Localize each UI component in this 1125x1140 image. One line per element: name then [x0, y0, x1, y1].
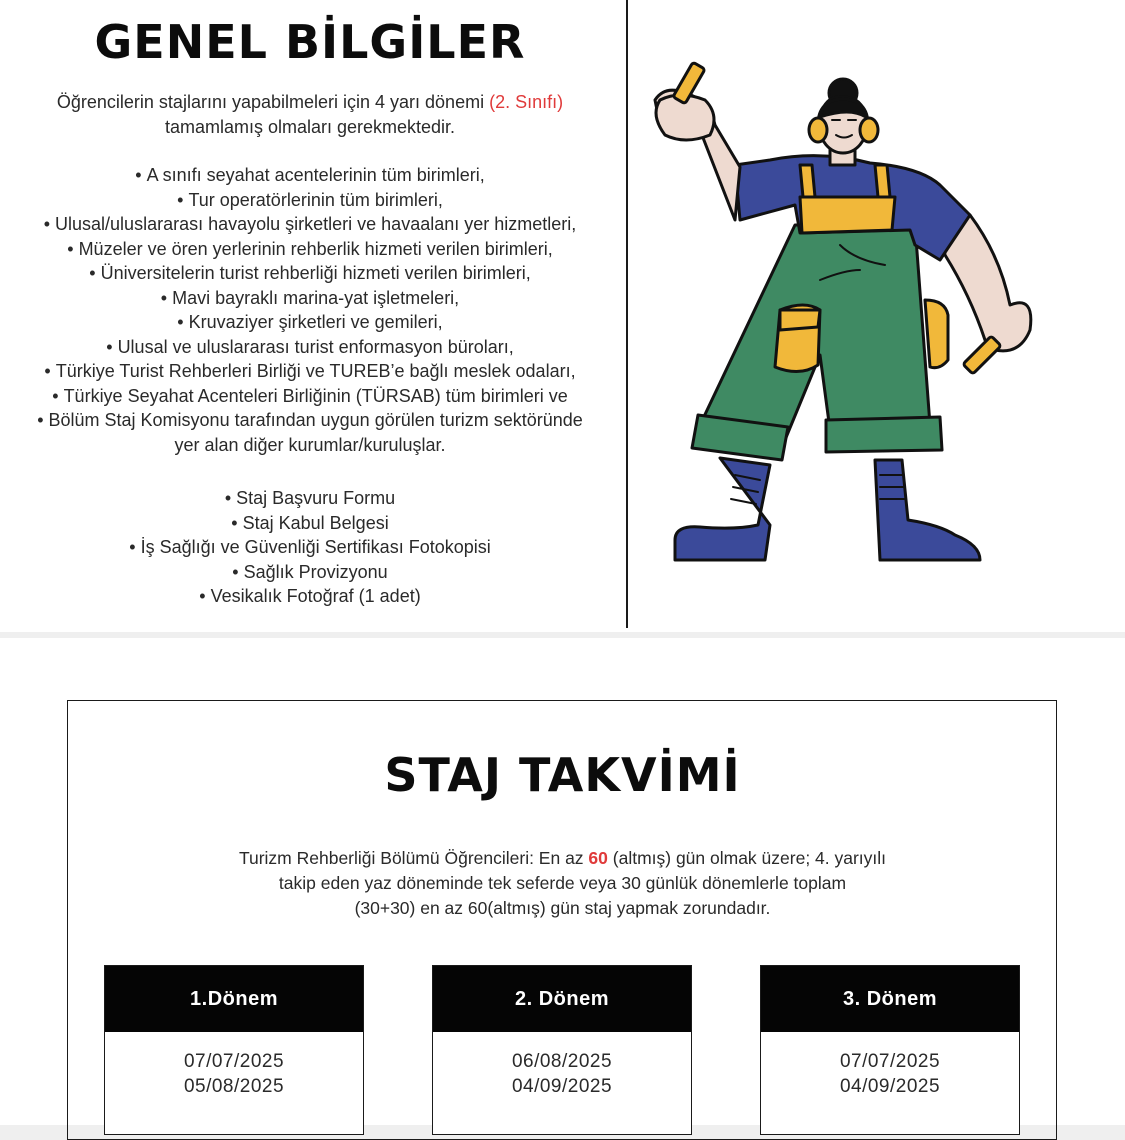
list-item: • Bölüm Staj Komisyonu tarafından uygun görülen turizm sektöründe [0, 408, 620, 433]
period-end: 04/09/2025 [839, 1075, 941, 1097]
chalk-right [963, 336, 1001, 374]
left-boot [675, 458, 770, 560]
general-info-intro [0, 90, 620, 139]
list-item: • Türkiye Seyahat Acenteleri Birliğinin (TÜRSAB) tüm birimleri ve [0, 384, 620, 409]
period-dates [105, 1032, 363, 1099]
desc-line2: takip eden yaz döneminde tek seferde veya 30 günlük dönemlerle toplam [278, 873, 847, 893]
period-start: 07/07/2025 [183, 1051, 285, 1072]
period-end: 05/08/2025 [183, 1075, 285, 1097]
general-info-title: GENEL BİLGİLER [94, 15, 526, 69]
list-item: • Türkiye Turist Rehberleri Birliği ve TUREB’e bağlı meslek odaları, [0, 359, 620, 384]
period-dates [761, 1032, 1019, 1099]
list-item: • Üniversitelerin turist rehberliği hizmeti verilen birimleri, [0, 261, 620, 286]
desc-text: Turizm Rehberliği Bölümü Öğrencileri: En az [238, 848, 589, 868]
right-cuff [826, 417, 942, 452]
intro-text-line2: tamamlamış olmaları gerekmektedir. [164, 116, 456, 137]
intro-text: Öğrencilerin stajlarını yapabilmeleri için 4 yarı dönemi [56, 92, 490, 112]
list-item: • Mavi bayraklı marina-yat işletmeleri, [0, 286, 620, 311]
list-item: • İş Sağlığı ve Güvenliği Sertifikası Fotokopisi [0, 535, 620, 560]
overall-bib [800, 197, 895, 233]
pocket-flap [780, 310, 820, 330]
desc-line3: (30+30) en az 60(altmış) gün staj yapmak zorundadır. [354, 898, 771, 918]
list-item: • Sağlık Provizyonu [0, 560, 620, 585]
calendar-title: STAJ TAKVİMİ [384, 748, 741, 802]
period-dates [433, 1032, 691, 1099]
list-item: • Kruvaziyer şirketleri ve gemileri, [0, 310, 620, 335]
list-item: • Staj Başvuru Formu [0, 486, 620, 511]
headphone-left [809, 118, 827, 142]
strap-right [875, 165, 890, 197]
list-item: • Vesikalık Fotoğraf (1 adet) [0, 584, 620, 609]
required-documents-list [0, 486, 620, 609]
intro-highlight: (2. Sınıfı) [489, 92, 564, 112]
calendar-description [160, 846, 965, 921]
period-start: 07/07/2025 [839, 1051, 941, 1072]
period-start: 06/08/2025 [511, 1051, 613, 1072]
period-label: 3. Dönem [761, 966, 1019, 1032]
strap-left [800, 165, 815, 197]
period-label: 1.Dönem [105, 966, 363, 1032]
list-item: • Tur operatörlerinin tüm birimleri, [0, 188, 620, 213]
list-item: • A sınıfı seyahat acentelerinin tüm birimleri, [0, 163, 620, 188]
desc-number: 60 [588, 848, 608, 868]
character-illustration [640, 55, 1060, 575]
period-card-3 [760, 965, 1020, 1135]
period-label: 2. Dönem [433, 966, 691, 1032]
list-item: • Ulusal ve uluslararası turist enformasyon büroları, [0, 335, 620, 360]
general-info-text [0, 0, 620, 609]
list-item: • Ulusal/uluslararası havayolu şirketleri ve havaalanı yer hizmetleri, [0, 212, 620, 237]
eligible-units-list [0, 163, 620, 457]
headphone-right [860, 118, 878, 142]
period-card-1 [104, 965, 364, 1135]
vertical-divider [626, 0, 628, 628]
list-item: • Staj Kabul Belgesi [0, 511, 620, 536]
internship-calendar-panel [0, 638, 1125, 1125]
pocket-right [925, 300, 948, 368]
list-item-continuation: yer alan diğer kurumlar/kuruluşlar. [174, 434, 446, 455]
period-end: 04/09/2025 [511, 1075, 613, 1097]
list-item: • Müzeler ve ören yerlerinin rehberlik hizmeti verilen birimleri, [0, 237, 620, 262]
period-card-2 [432, 965, 692, 1135]
desc-text-after: (altmış) gün olmak üzere; 4. yarıyılı [607, 848, 887, 868]
